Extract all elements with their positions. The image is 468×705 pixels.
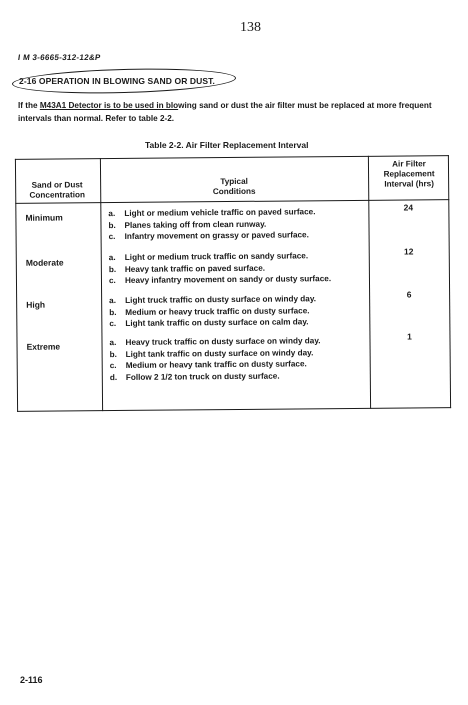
table-title: Table 2-2. Air Filter Replacement Interval — [145, 140, 309, 150]
interval-minimum: 24 — [403, 202, 414, 213]
condition-line: b. Light tank traffic on dusty surface on windy day. — [109, 347, 314, 359]
condition-line: d. Follow 2 1/2 ton truck on dusty surface. — [109, 371, 280, 382]
interval-high: 6 — [406, 289, 412, 300]
header-interval-line1: Air Filter — [392, 159, 426, 169]
intro-text-1: If the — [18, 101, 40, 110]
intro-paragraph — [18, 99, 448, 125]
header-interval-line2: Replacement — [383, 169, 435, 179]
condition-line: b. Planes taking off from clean runway. — [108, 219, 267, 230]
header-sand-dust-line2: Concentration — [29, 190, 86, 200]
table-column-divider-2 — [368, 156, 372, 409]
air-filter-table — [15, 155, 451, 412]
row-label-extreme: Extreme — [26, 341, 61, 352]
footer-page-number: 2-116 — [20, 675, 43, 685]
condition-line: c. Light tank traffic on dusty surface on calm day. — [109, 317, 309, 329]
condition-line: b. Medium or heavy truck traffic on dusty surface. — [109, 305, 310, 317]
condition-line: a. Light truck traffic on dusty surface on windy day. — [109, 294, 317, 306]
header-sand-dust-line1: Sand or Dust — [31, 180, 83, 190]
header-typical-line1: Typical — [220, 176, 248, 187]
header-replacement-interval — [370, 159, 448, 190]
row-label-high: High — [26, 299, 46, 310]
condition-line: b. Heavy tank traffic on paved surface. — [108, 263, 266, 274]
table-border-bottom — [17, 407, 451, 412]
conditions-extreme — [109, 335, 320, 383]
tm-number: I M 3-6665-312-12&P — [17, 53, 102, 62]
table-border-right — [448, 155, 452, 408]
header-interval-line3: Interval (hrs) — [384, 179, 434, 189]
header-typical-line2: Conditions — [212, 186, 256, 197]
condition-line: a. Heavy truck traffic on dusty surface on windy day. — [109, 336, 321, 348]
condition-line: a. Light or medium vehicle traffic on paved surface. — [108, 207, 316, 219]
conditions-minimum — [108, 206, 315, 243]
condition-line: c. Infantry movement on grassy or paved surface. — [108, 230, 309, 242]
header-sand-dust — [17, 180, 97, 201]
conditions-moderate — [109, 250, 331, 287]
interval-extreme: 1 — [407, 331, 412, 342]
condition-line: c. Heavy infantry movement on sandy or dusty surface. — [108, 274, 332, 286]
row-label-moderate: Moderate — [25, 257, 64, 268]
intro-text-underlined: M43A1 Detector is to be used in blo — [39, 101, 179, 110]
header-typical-conditions — [103, 176, 365, 198]
page-number: 138 — [240, 20, 261, 35]
conditions-high — [109, 293, 316, 330]
condition-line: a. Light or medium truck traffic on sandy surface. — [108, 251, 309, 263]
condition-line: c. Medium or heavy tank traffic on dusty surface. — [109, 359, 307, 371]
intro-text-2: wing sand or dust the air filter must be replaced at more frequent intervals than normal. Refer to table 2-2. — [18, 101, 432, 123]
section-heading: 2-16 OPERATION IN BLOWING SAND OR DUST. — [19, 76, 215, 86]
row-label-minimum: Minimum — [25, 212, 63, 223]
interval-moderate: 12 — [403, 246, 414, 257]
